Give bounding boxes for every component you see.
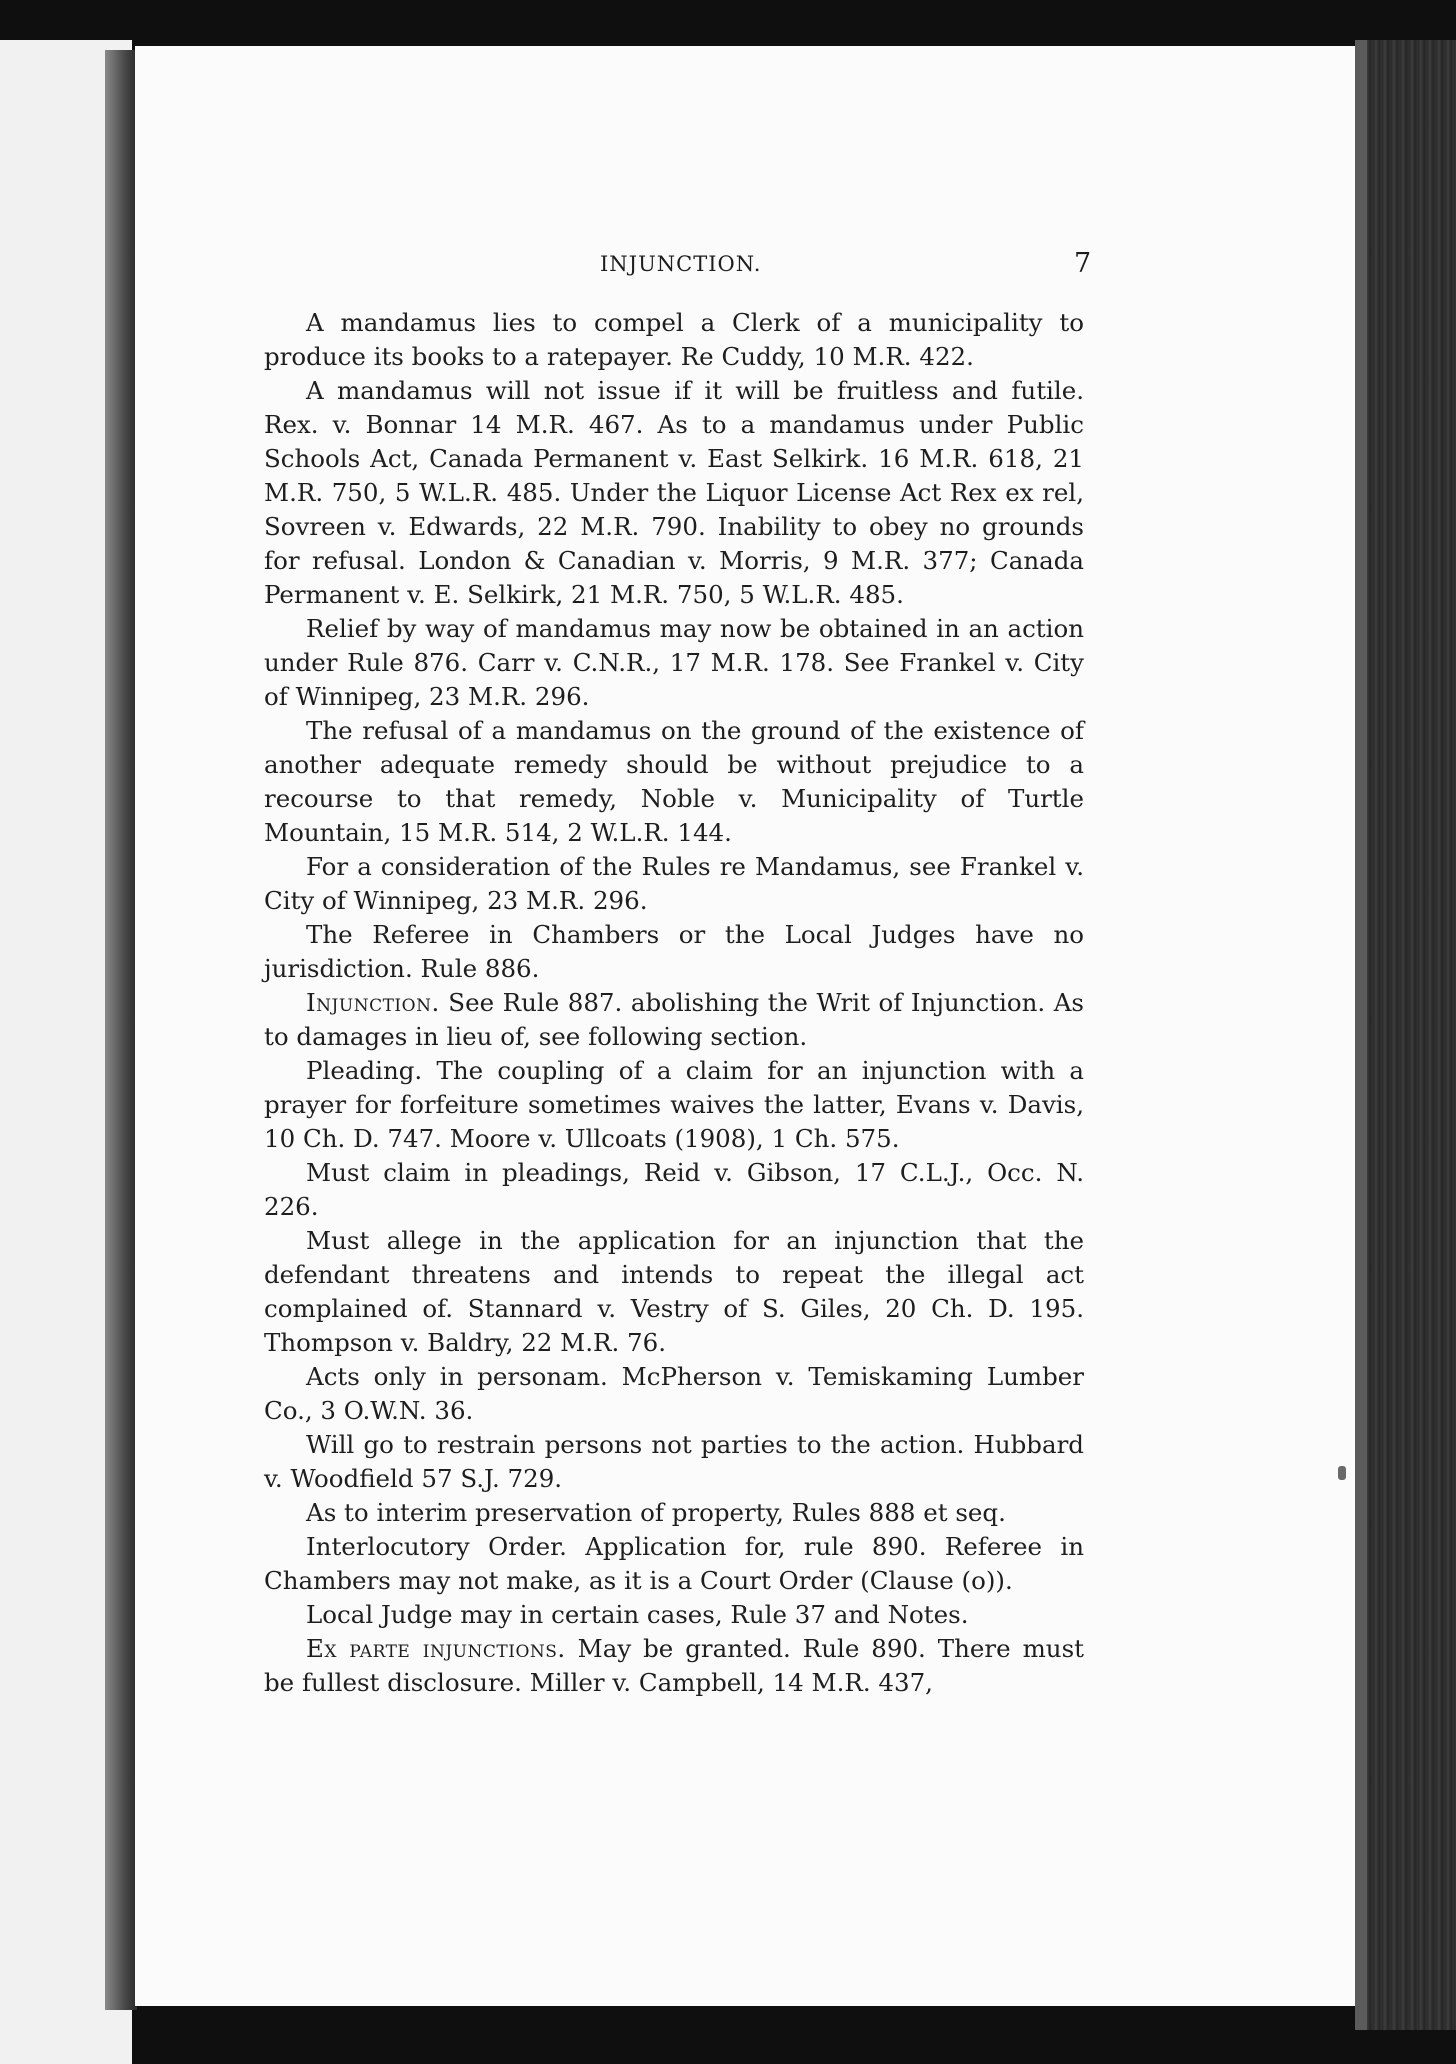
paragraph: Pleading. The coupling of a claim for an injunction with a prayer for forfeiture sometimes waives the latter, Evans v. Davis, 10 Ch. D. 747. Moore v. Ullcoats (1908), 1 Ch. 575. [264,1056,1084,1153]
paragraph: Interlocutory Order. Application for, rule 890. Referee in Chambers may not make, as it is a Court Order (Clause (o)). [264,1532,1084,1595]
section-heading: Ex parte injunctions. [306,1634,566,1663]
page-number: 7 [1074,248,1092,279]
paragraph: Local Judge may in certain cases, Rule 37 and Notes. [306,1600,969,1629]
paragraph: Injunction. See Rule 887. abolishing the Writ of Injunction. As to damages in lieu of, see following section. [264,988,1084,1051]
body-text [264,306,1084,1700]
paragraph: A mandamus will not issue if it will be fruitless and futile. Rex. v. Bonnar 14 M.R. 467. As to a mandamus under Public Schools Act, Canada Permanent v. East Selkirk. 16 M.R. 618, 21 M.R. 750, 5 W.L.R. 485. Under the Liquor License Act Rex ex rel, Sovreen v. Edwards, 22 M.R. 790. Inability to obey no grounds for refusal. London & Canadian v. Morris, 9 M.R. 377; Canada Permanent v. E. Selkirk, 21 M.R. 750, 5 W.L.R. 485. [264,376,1084,609]
paragraph: As to interim preservation of property, Rules 888 et seq. [306,1498,1006,1527]
paragraph: For a consideration of the Rules re Mandamus, see Frankel v. City of Winnipeg, 23 M.R. 296. [264,852,1084,915]
section-heading: Injunction. [306,988,440,1017]
paragraph: Ex parte injunctions. May be granted. Rule 890. There must be fullest disclosure. Miller v. Campbell, 14 M.R. 437, [264,1634,1084,1697]
paragraph: Acts only in personam. McPherson v. Temiskaming Lumber Co., 3 O.W.N. 36. [264,1362,1084,1425]
running-title: INJUNCTION. [600,252,762,276]
page-stack-edge [1355,40,1456,2030]
paragraph: Will go to restrain persons not parties to the action. Hubbard v. Woodfield 57 S.J. 729. [264,1430,1084,1493]
paragraph: A mandamus lies to compel a Clerk of a municipality to produce its books to a ratepayer. Re Cuddy, 10 M.R. 422. [264,308,1084,371]
paragraph: Relief by way of mandamus may now be obtained in an action under Rule 876. Carr v. C.N.R., 17 M.R. 178. See Frankel v. City of Winnipeg, 23 M.R. 296. [264,614,1084,711]
page-stack-highlight [1355,40,1367,2030]
paragraph: The Referee in Chambers or the Local Judges have no jurisdiction. Rule 886. [264,920,1084,983]
paragraph: The refusal of a mandamus on the ground of the existence of another adequate remedy should be without prejudice to a recourse to that remedy, Noble v. Municipality of Turtle Mountain, 15 M.R. 514, 2 W.L.R. 144. [264,716,1084,847]
scan-speck [1338,1466,1346,1480]
paragraph: Must allege in the application for an injunction that the defendant threatens and intends to repeat the illegal act complained of. Stannard v. Vestry of S. Giles, 20 Ch. D. 195. Thompson v. Baldry, 22 M.R. 76. [264,1226,1084,1357]
left-page-edge [105,50,137,2010]
paragraph: Must claim in pleadings, Reid v. Gibson, 17 C.L.J., Occ. N. 226. [264,1158,1084,1221]
